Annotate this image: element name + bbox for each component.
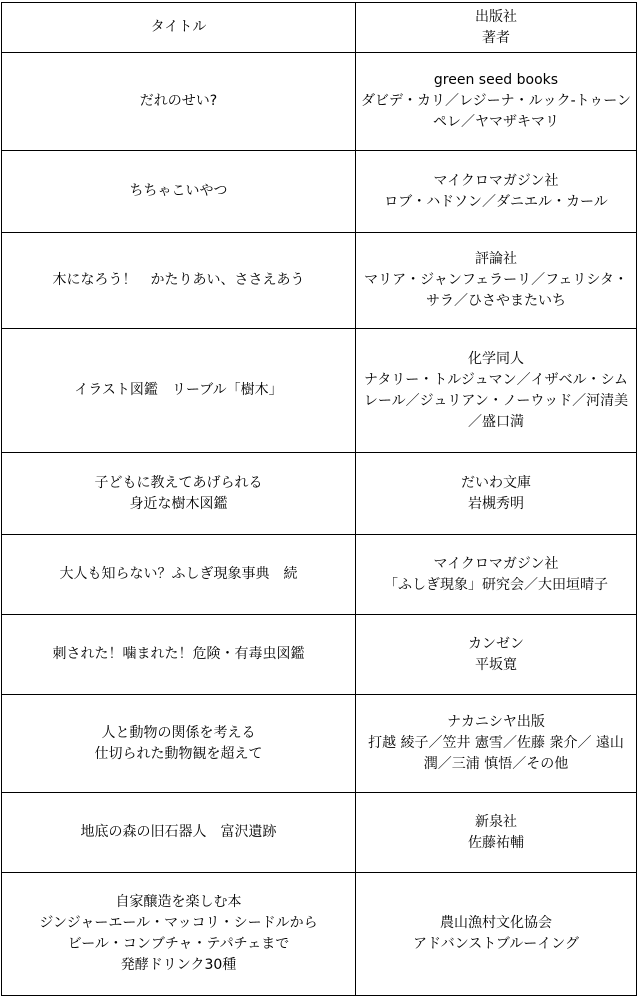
table-row bbox=[2, 233, 637, 329]
publisher-name: マイクロマガジン社 bbox=[433, 555, 559, 572]
publisher-name: マイクロマガジン社 bbox=[433, 172, 559, 189]
book-title-line: 仕切られた動物観を超えて bbox=[94, 745, 263, 762]
book-title-cell bbox=[2, 329, 356, 453]
book-title-line: 自家醸造を楽しむ本 bbox=[115, 894, 242, 910]
book-title-line: 身近な樹木図鑑 bbox=[129, 495, 228, 512]
publisher-author-cell bbox=[356, 329, 637, 453]
book-title-line: 人と動物の関係を考える bbox=[101, 724, 256, 741]
header-publisher-label: 出版社 bbox=[475, 8, 517, 25]
table-row bbox=[2, 53, 637, 151]
book-title-cell bbox=[2, 615, 356, 695]
book-title-cell bbox=[2, 453, 356, 535]
author-names: 佐藤祐輔 bbox=[468, 834, 524, 851]
publisher-name: 評論社 bbox=[475, 251, 517, 267]
book-list-table bbox=[1, 2, 637, 996]
publisher-author-cell bbox=[356, 53, 637, 151]
author-names: ナタリー・トルジュマン／イザベル・シムレール／ジュリアン・ノーウッド／河清美／盛口満 bbox=[363, 371, 629, 430]
publisher-author-cell bbox=[356, 535, 637, 615]
header-author-label: 著者 bbox=[482, 29, 510, 46]
publisher-author-cell bbox=[356, 873, 637, 996]
publisher-name: 化学同人 bbox=[468, 350, 524, 367]
author-names: 岩槻秀明 bbox=[468, 495, 524, 512]
table-row bbox=[2, 453, 637, 535]
publisher-author-cell bbox=[356, 615, 637, 695]
author-names: 「ふしぎ現象」研究会／大田垣晴子 bbox=[384, 576, 608, 593]
book-title-cell bbox=[2, 151, 356, 233]
author-names: マリア・ジャンフェラーリ／フェリシタ・サラ／ひさやまたいち bbox=[364, 272, 628, 309]
book-title-cell bbox=[2, 793, 356, 873]
publisher-name: 新泉社 bbox=[475, 813, 517, 830]
book-title-cell bbox=[2, 695, 356, 793]
book-title-line: ビール・コンブチャ・テパチェまで bbox=[67, 936, 290, 952]
book-title-line: 子どもに教えてあげられる bbox=[94, 474, 263, 491]
table-row bbox=[2, 873, 637, 996]
book-title-line: 発酵ドリンク30種 bbox=[120, 957, 237, 973]
book-title-line: ちちゃこいやつ bbox=[129, 183, 228, 199]
publisher-name: ナカニシヤ出版 bbox=[447, 714, 545, 730]
book-title-line: だれのせい? bbox=[139, 93, 218, 109]
table-row bbox=[2, 329, 637, 453]
table-row bbox=[2, 695, 637, 793]
book-title-cell bbox=[2, 53, 356, 151]
publisher-name: カンゼン bbox=[468, 635, 524, 652]
table-row bbox=[2, 151, 637, 233]
publisher-name: green seed books bbox=[433, 72, 559, 88]
publisher-name: だいわ文庫 bbox=[461, 474, 531, 491]
publisher-author-cell bbox=[356, 151, 637, 233]
publisher-author-cell bbox=[356, 793, 637, 873]
book-title-line: イラスト図鑑 リーブル「樹木」 bbox=[74, 382, 283, 398]
header-title-label: タイトル bbox=[150, 19, 207, 35]
author-names: アドバンストブルーイング bbox=[412, 936, 580, 952]
book-title-line: 木になろう！ かたりあい、ささえあう bbox=[52, 272, 305, 288]
table-row bbox=[2, 615, 637, 695]
book-title-line: 地底の森の旧石器人 富沢遺跡 bbox=[80, 824, 277, 840]
book-title-cell bbox=[2, 535, 356, 615]
author-names: ダビデ・カリ／レジーナ・ルック-トゥーンペレ／ヤマザキマリ bbox=[360, 93, 632, 130]
publisher-author-cell bbox=[356, 695, 637, 793]
header-title-cell bbox=[2, 3, 356, 53]
book-title-cell bbox=[2, 873, 356, 996]
publisher-author-cell bbox=[356, 453, 637, 535]
author-names: ロブ・ハドソン／ダニエル・カール bbox=[384, 193, 608, 210]
book-title-line: ジンジャーエール・マッコリ・シードルから bbox=[39, 915, 318, 931]
table-row bbox=[2, 793, 637, 873]
author-names: 打越 綾子／笠井 憲雪／佐藤 衆介／ 遠山 潤／三浦 慎悟／その他 bbox=[368, 735, 624, 772]
author-names: 平坂寛 bbox=[475, 656, 517, 673]
book-title-line: 刺された！噛まれた！危険・有毒虫図鑑 bbox=[52, 646, 305, 662]
table-header-row bbox=[2, 3, 637, 53]
book-title-cell bbox=[2, 233, 356, 329]
publisher-name: 農山漁村文化協会 bbox=[440, 915, 552, 931]
book-title-line: 大人も知らない？ふしぎ現象事典 続 bbox=[59, 566, 298, 582]
header-publisher-author-cell bbox=[356, 3, 637, 53]
table-row bbox=[2, 535, 637, 615]
publisher-author-cell bbox=[356, 233, 637, 329]
